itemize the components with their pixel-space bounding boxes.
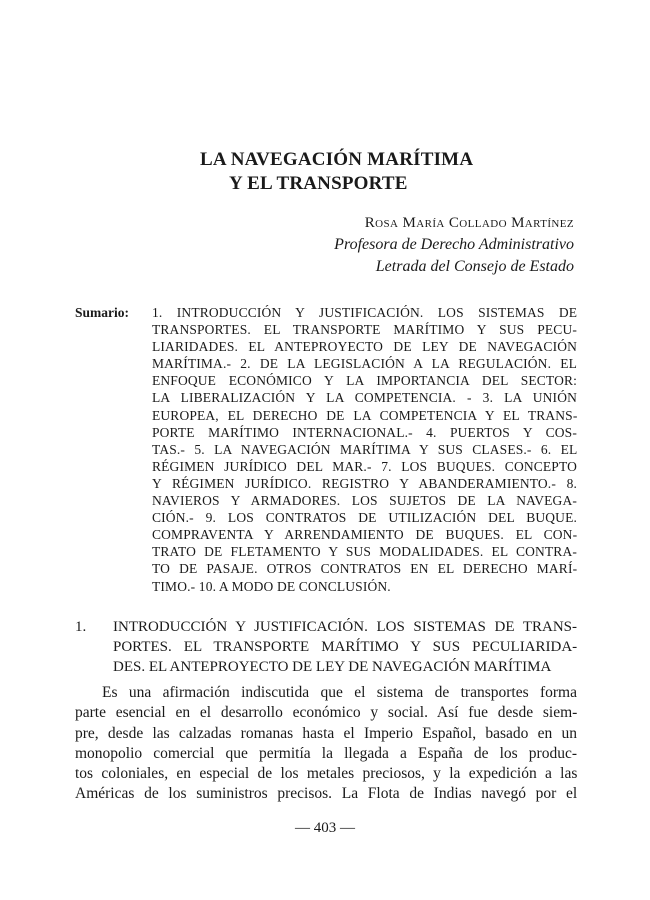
body-line: pre, desde las calzadas romanas hasta el Imperio Español, basado en un bbox=[75, 724, 577, 742]
summary-line: RÉGIMEN JURÍDICO DEL MAR.- 7. LOS BUQUES. CONCEPTO bbox=[152, 458, 577, 474]
section-title-line: INTRODUCCIÓN Y JUSTIFICACIÓN. LOS SISTEMAS DE TRANS- bbox=[113, 619, 577, 635]
body-line: tos coloniales, en especial de los metales preciosos, y la expedición a las bbox=[75, 765, 578, 783]
summary-line: COMPRAVENTA Y ARRENDAMIENTO DE BUQUES. EL CON- bbox=[152, 527, 578, 543]
section-title-line: DES. EL ANTEPROYECTO DE LEY DE NAVEGACIÓN MARÍTIMA bbox=[113, 659, 552, 675]
author-block bbox=[334, 212, 574, 278]
summary-text bbox=[152, 304, 577, 595]
page-number: — 403 — bbox=[295, 820, 355, 836]
summary-line: NAVIEROS Y ARMADORES. LOS SUJETOS DE LA NAVEGA- bbox=[152, 493, 577, 509]
summary-line: PORTE MARÍTIMO INTERNACIONAL.- 4. PUERTOS Y COS- bbox=[152, 424, 577, 440]
summary-line: LIARIDADES. EL ANTEPROYECTO DE LEY DE NAVEGACIÓN bbox=[152, 339, 578, 355]
document-title-line-2: Y EL TRANSPORTE bbox=[229, 173, 408, 194]
summary-line: MARÍTIMA.- 2. DE LA LEGISLACIÓN A LA REGULACIÓN. EL bbox=[152, 356, 578, 372]
body-line: parte esencial en el desarrollo económico y social. Así fue desde siem- bbox=[75, 704, 578, 722]
summary-line: Y RÉGIMEN JURÍDICO. REGISTRO Y ABANDERAMIENTO.- 8. bbox=[152, 475, 577, 491]
author-role-1: Profesora de Derecho Administrativo bbox=[334, 236, 574, 253]
author-role-2: Letrada del Consejo de Estado bbox=[375, 258, 574, 275]
section-title bbox=[113, 617, 577, 677]
summary-line: EUROPEA, EL DERECHO DE LA COMPETENCIA Y EL TRANS- bbox=[152, 407, 578, 423]
body-line: Américas de los suministros precisos. La Flota de Indias navegó por el bbox=[75, 785, 578, 803]
summary-label: Sumario: bbox=[75, 305, 129, 320]
author-name: Rosa María Collado Martínez bbox=[364, 215, 574, 231]
body-line: Es una afirmación indiscutida que el sistema de transportes forma bbox=[102, 684, 577, 701]
document-title-line-1: LA NAVEGACIÓN MARÍTIMA bbox=[200, 149, 474, 170]
summary-line: LA LIBERALIZACIÓN Y LA COMPETENCIA. - 3. LA UNIÓN bbox=[152, 390, 577, 406]
section-title-line: PORTES. EL TRANSPORTE MARÍTIMO Y SUS PECULIARIDA- bbox=[113, 639, 578, 655]
summary-line: TAS.- 5. LA NAVEGACIÓN MARÍTIMA Y SUS CLASES.- 6. EL bbox=[152, 441, 578, 457]
summary-line: TO DE PASAJE. OTROS CONTRATOS EN EL DERECHO MARÍ- bbox=[152, 561, 578, 577]
summary-line: 1. INTRODUCCIÓN Y JUSTIFICACIÓN. LOS SISTEMAS DE bbox=[152, 305, 578, 320]
summary-line: TIMO.- 10. A MODO DE CONCLUSIÓN. bbox=[152, 578, 391, 594]
section-number: 1. bbox=[75, 619, 87, 635]
summary-line: ENFOQUE ECONÓMICO Y LA IMPORTANCIA DEL SECTOR: bbox=[152, 373, 578, 389]
body-paragraph bbox=[75, 683, 577, 805]
summary-line: TRATO DE FLETAMENTO Y SUS MODALIDADES. EL CONTRA- bbox=[152, 544, 577, 560]
summary-line: TRANSPORTES. EL TRANSPORTE MARÍTIMO Y SUS PECU- bbox=[152, 322, 577, 338]
body-line: monopolio comercial que permitía la llegada a España de los produc- bbox=[75, 744, 577, 762]
summary-line: CIÓN.- 9. LOS CONTRATOS DE UTILIZACIÓN DEL BUQUE. bbox=[152, 510, 577, 526]
